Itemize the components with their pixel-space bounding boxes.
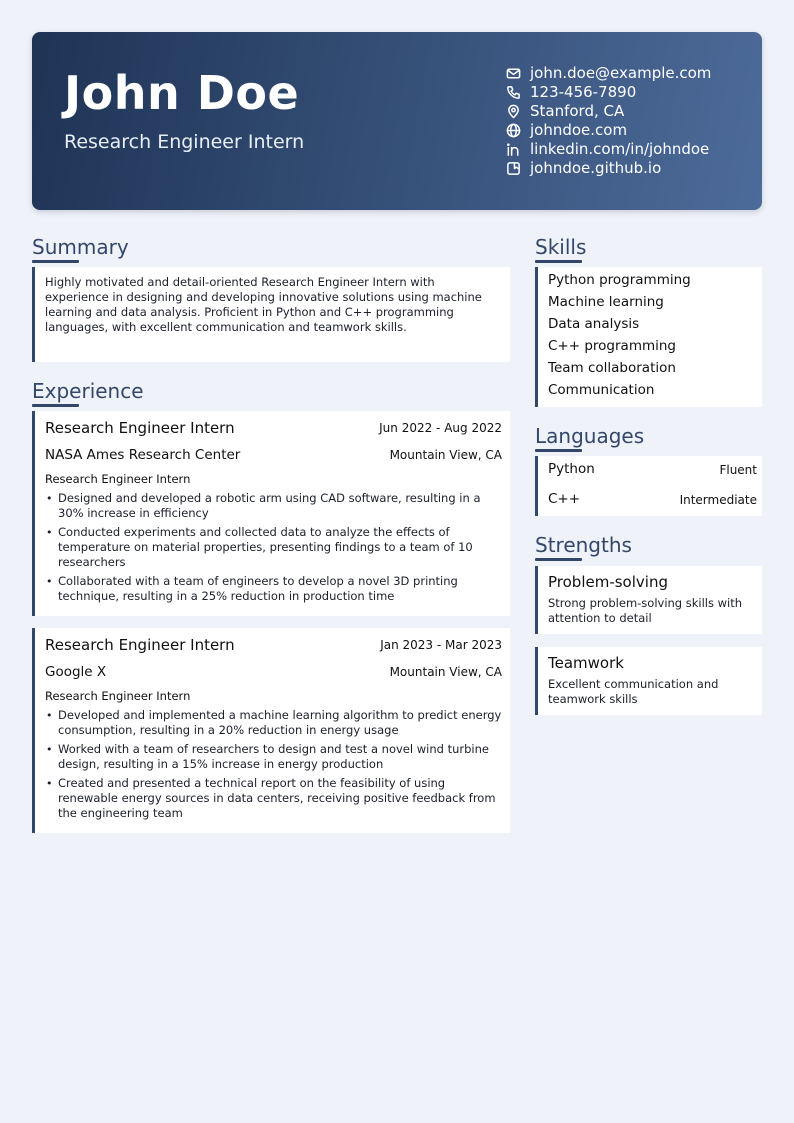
languages-card bbox=[535, 456, 762, 516]
skill-item: C++ programming bbox=[548, 338, 676, 354]
globe-icon bbox=[506, 121, 530, 140]
job-bullet: • Worked with a team of researchers to design and test a novel wind turbine design, resulting in a 15% increase in energy production bbox=[45, 742, 505, 772]
job-bullet: • Designed and developed a robotic arm using CAD software, resulting in a 30% increase in efficiency bbox=[45, 491, 505, 521]
resume-header bbox=[32, 32, 762, 210]
skill-item: Communication bbox=[548, 382, 655, 398]
job-bullets bbox=[45, 708, 505, 825]
language-name: Python bbox=[548, 461, 595, 477]
strength-card bbox=[535, 647, 762, 715]
candidate-name: John Doe bbox=[64, 66, 300, 120]
job-title: Research Engineer Intern bbox=[45, 419, 235, 437]
skill-item: Python programming bbox=[548, 272, 691, 288]
language-row bbox=[538, 456, 765, 482]
contact-email-text: john.doe@example.com bbox=[530, 64, 712, 82]
skills-card bbox=[535, 267, 762, 407]
strength-title: Problem-solving bbox=[548, 573, 668, 591]
contact-email[interactable] bbox=[506, 64, 758, 83]
mail-icon bbox=[506, 64, 530, 83]
location-icon bbox=[506, 102, 530, 121]
experience-heading: Experience bbox=[32, 379, 144, 403]
skill-item: Machine learning bbox=[548, 294, 664, 310]
languages-heading: Languages bbox=[535, 424, 645, 448]
summary-underline bbox=[32, 260, 79, 263]
job-location: Mountain View, CA bbox=[389, 448, 502, 462]
strengths-heading: Strengths bbox=[535, 533, 632, 557]
job-company: Google X bbox=[45, 664, 107, 680]
github-icon bbox=[506, 159, 530, 178]
strength-card bbox=[535, 566, 762, 634]
summary-heading: Summary bbox=[32, 235, 129, 259]
strength-description: Strong problem-solving skills with attention to detail bbox=[548, 596, 743, 625]
strength-title: Teamwork bbox=[548, 654, 624, 672]
strengths-underline bbox=[535, 558, 582, 561]
job-title: Research Engineer Intern bbox=[45, 636, 235, 654]
job-subtitle: Research Engineer Intern bbox=[45, 472, 191, 486]
contact-phone-text: 123-456-7890 bbox=[530, 83, 637, 101]
skill-item: Data analysis bbox=[548, 316, 640, 332]
job-bullets bbox=[45, 491, 505, 608]
contact-website[interactable] bbox=[506, 121, 758, 140]
experience-underline bbox=[32, 404, 79, 407]
languages-underline bbox=[535, 449, 582, 452]
contact-linkedin[interactable] bbox=[506, 140, 758, 159]
skills-heading: Skills bbox=[535, 235, 587, 259]
contact-website-text: johndoe.com bbox=[530, 121, 628, 139]
job-company: NASA Ames Research Center bbox=[45, 447, 241, 463]
contact-linkedin-text: linkedin.com/in/johndoe bbox=[530, 140, 710, 158]
candidate-role: Research Engineer Intern bbox=[64, 131, 305, 153]
contact-list bbox=[506, 64, 758, 178]
job-bullet: • Created and presented a technical report on the feasibility of using renewable energy sources in data centers, receiving positive feedback from the engineering team bbox=[45, 776, 505, 821]
skills-underline bbox=[535, 260, 582, 263]
language-row bbox=[538, 486, 765, 512]
language-name: C++ bbox=[548, 491, 581, 507]
strength-description: Excellent communication and teamwork skills bbox=[548, 677, 719, 706]
contact-phone[interactable] bbox=[506, 83, 758, 102]
language-level: Fluent bbox=[719, 463, 757, 477]
contact-github[interactable] bbox=[506, 159, 758, 178]
summary-text: Highly motivated and detail-oriented Research Engineer Intern with experience in designing and developing innovative solutions using machine learning and data analysis. Proficient in Python and C++ programming languages, with excellent communication and teamwork skills. bbox=[45, 275, 482, 334]
linkedin-icon bbox=[506, 140, 530, 159]
job-bullet: • Conducted experiments and collected data to analyze the effects of temperature on material properties, presenting findings to a team of 10 researchers bbox=[45, 525, 505, 570]
skill-item: Team collaboration bbox=[548, 360, 676, 376]
summary-card bbox=[32, 267, 510, 362]
contact-location bbox=[506, 102, 758, 121]
contact-location-text: Stanford, CA bbox=[530, 102, 625, 120]
job-dates: Jan 2023 - Mar 2023 bbox=[380, 638, 502, 652]
phone-icon bbox=[506, 83, 530, 102]
language-level: Intermediate bbox=[679, 493, 757, 507]
contact-github-text: johndoe.github.io bbox=[530, 159, 662, 177]
job-dates: Jun 2022 - Aug 2022 bbox=[379, 421, 502, 435]
experience-entry bbox=[32, 628, 510, 833]
job-location: Mountain View, CA bbox=[389, 665, 502, 679]
job-bullet: • Collaborated with a team of engineers to develop a novel 3D printing technique, resulting in a 25% reduction in production time bbox=[45, 574, 505, 604]
job-subtitle: Research Engineer Intern bbox=[45, 689, 191, 703]
experience-entry bbox=[32, 411, 510, 616]
job-bullet: • Developed and implemented a machine learning algorithm to predict energy consumption, resulting in a 20% reduction in energy usage bbox=[45, 708, 505, 738]
